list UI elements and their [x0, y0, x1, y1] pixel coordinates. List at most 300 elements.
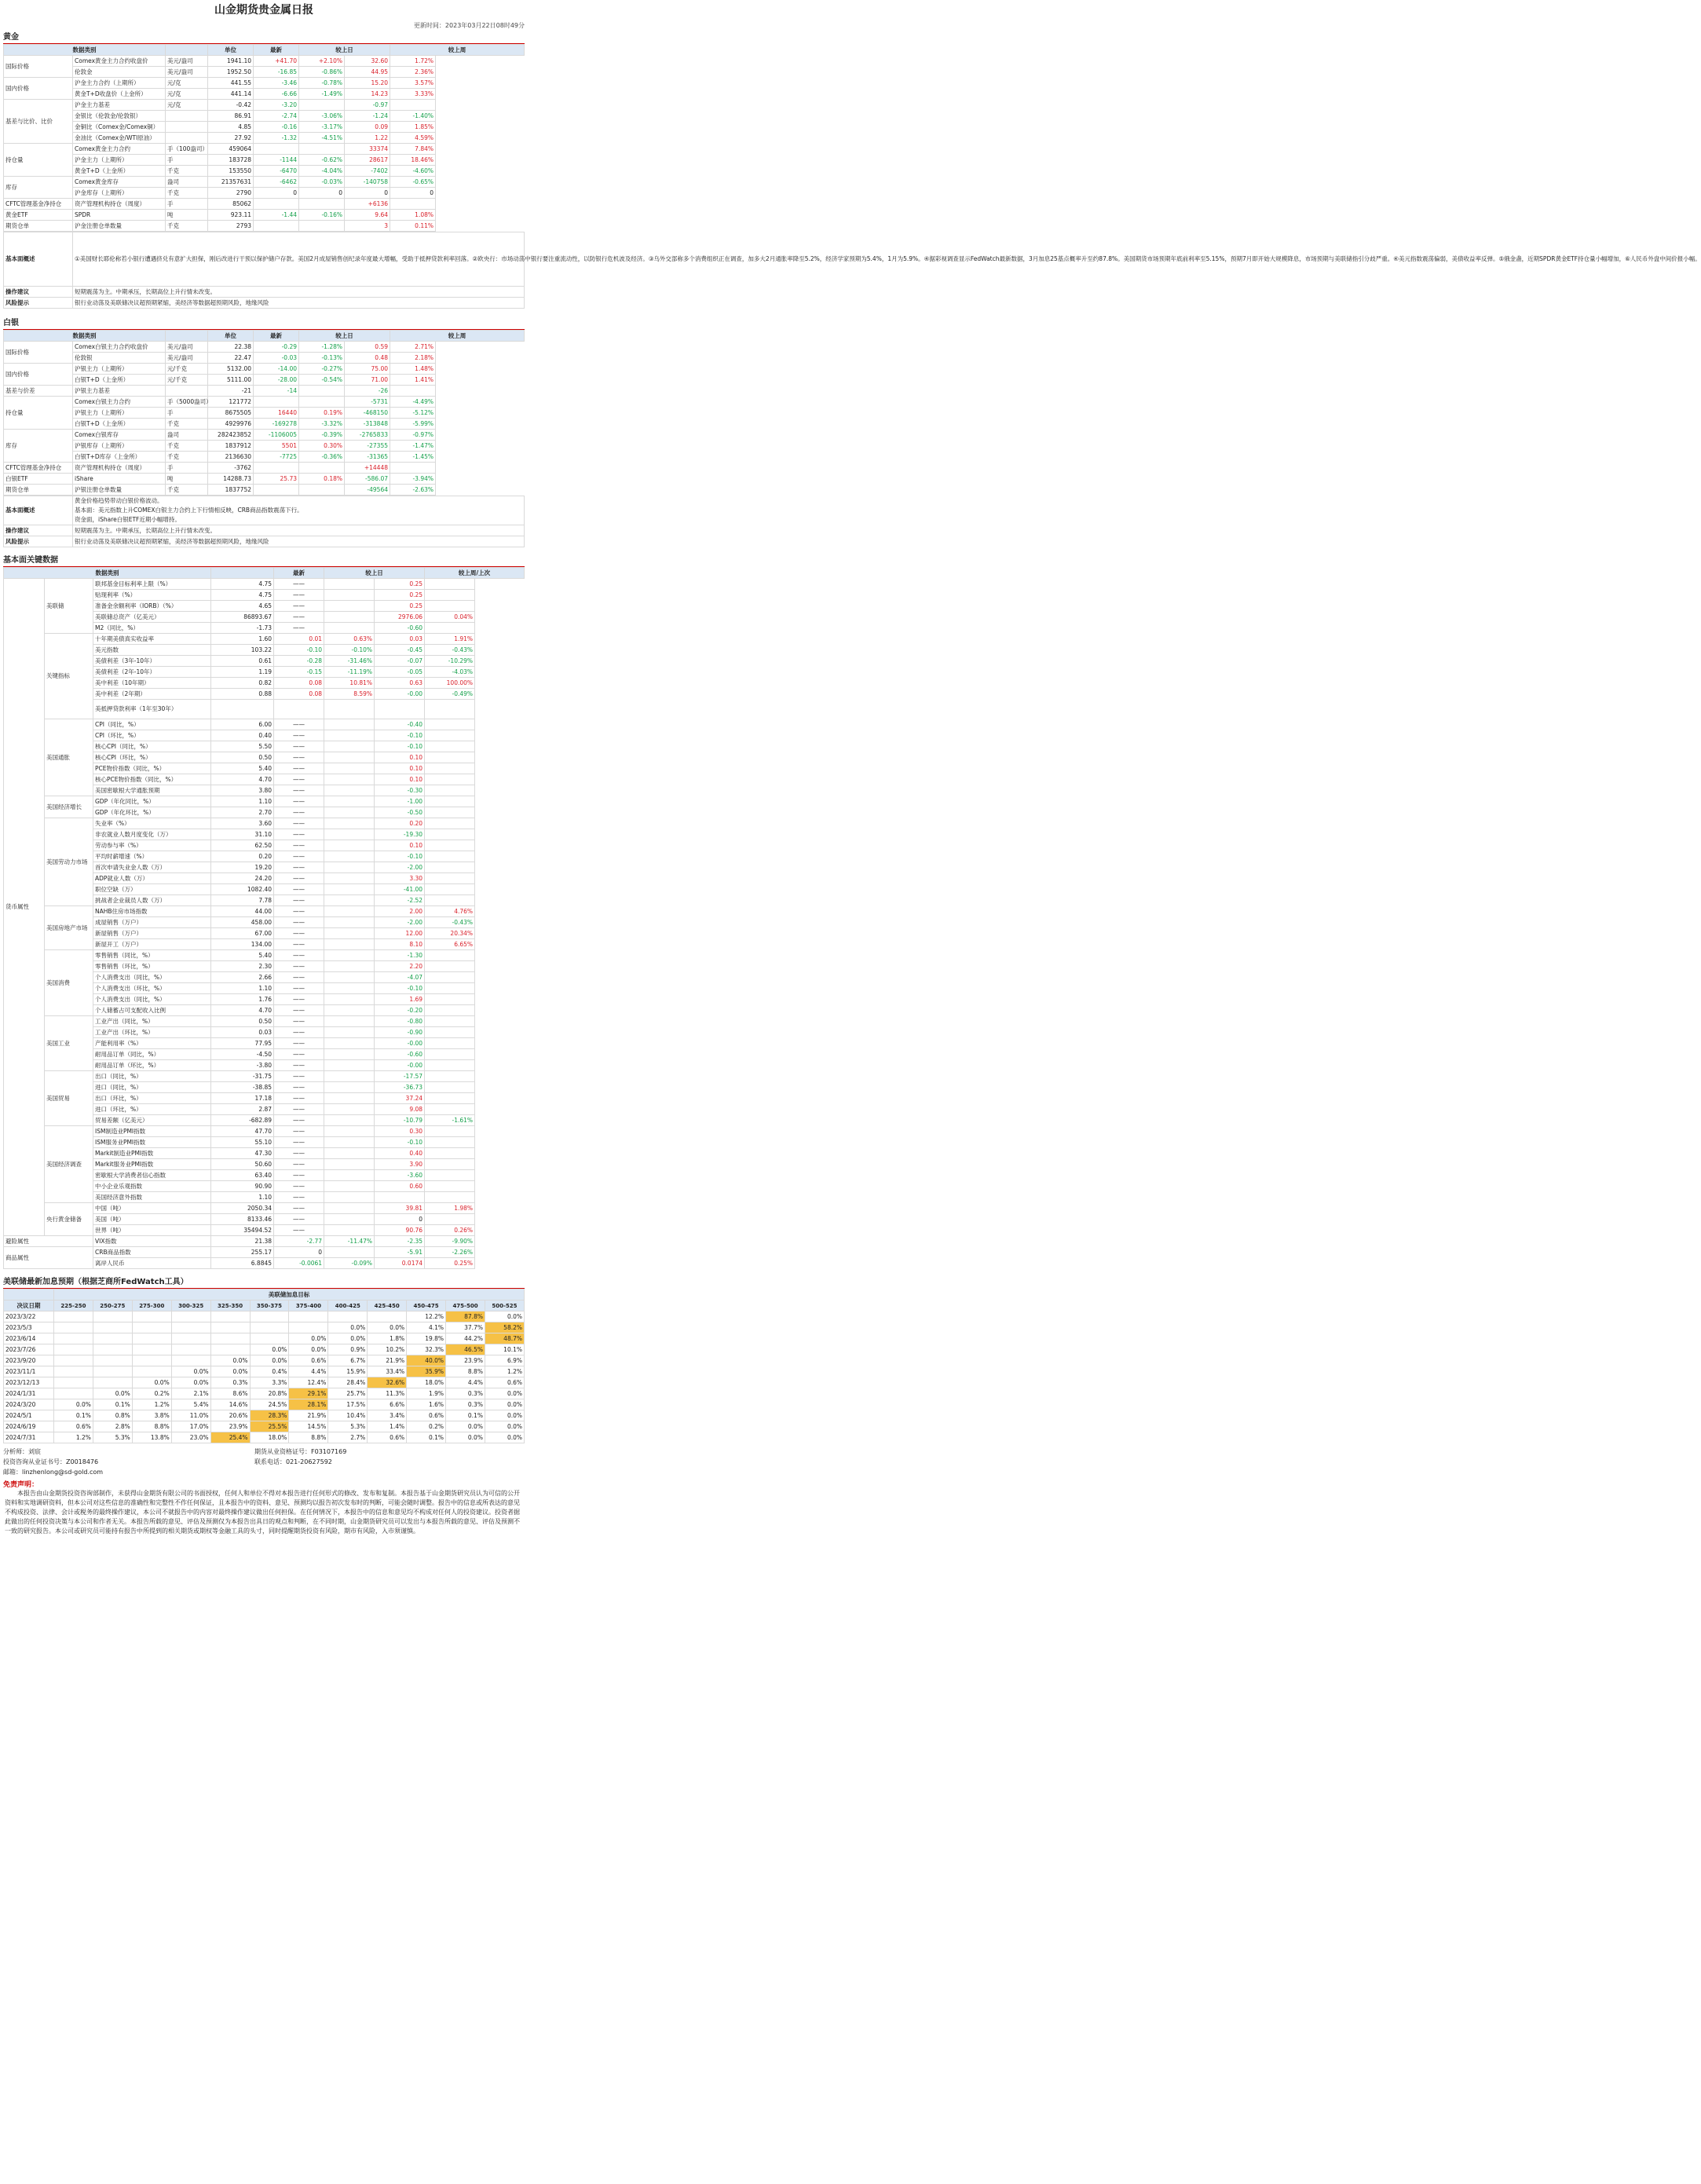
row-item: 准备金余额利率（IORB）（%）: [93, 601, 211, 612]
row-latest: -3.80: [211, 1060, 274, 1071]
probability-cell: 10.2%: [368, 1344, 407, 1355]
row-item: 金银比（伦敦金/伦敦银）: [73, 111, 166, 122]
rate-band-header: 275-300: [132, 1301, 171, 1311]
group-category: 避险属性: [4, 1236, 93, 1247]
row-day-pct: -0.62%: [299, 155, 345, 166]
row-week-change: 0.60: [375, 1181, 425, 1192]
row-category: 期货仓单: [4, 221, 73, 232]
row-day-change: [254, 463, 299, 474]
row-day-change: ——: [274, 1181, 324, 1192]
row-latest: 8675505: [208, 408, 254, 419]
row-unit: [166, 122, 208, 133]
row-week-change: 0.03: [375, 634, 425, 645]
row-item: 产能利用率（%）: [93, 1038, 211, 1049]
row-day-pct: [324, 906, 375, 917]
row-day-change: -1106005: [254, 430, 299, 441]
row-day-pct: [324, 1005, 375, 1016]
table-row: [4, 463, 525, 474]
probability-cell: 15.9%: [328, 1366, 368, 1377]
table-row: [4, 818, 525, 829]
table-row: [4, 1355, 525, 1366]
meeting-date: 2024/6/19: [4, 1421, 54, 1432]
row-latest: 31.10: [211, 829, 274, 840]
table-row: [4, 474, 525, 485]
gold-strategy-label: 操作建议: [4, 287, 73, 298]
row-item: 核心CPI（同比，%）: [93, 741, 211, 752]
meeting-date: 2024/5/1: [4, 1410, 54, 1421]
row-day-pct: -1.28%: [299, 342, 345, 353]
row-week-pct: 2.36%: [390, 67, 436, 78]
rate-band-header: 325-350: [210, 1301, 250, 1311]
row-latest: 27.92: [208, 133, 254, 144]
row-week-change: 0.10: [375, 774, 425, 785]
row-day-change: ——: [274, 917, 324, 928]
row-week-pct: [425, 730, 475, 741]
probability-cell: 25.7%: [328, 1388, 368, 1399]
row-day-pct: [324, 1203, 375, 1214]
probability-cell: [328, 1311, 368, 1322]
row-day-pct: 0.19%: [299, 408, 345, 419]
row-unit: 盎司: [166, 430, 208, 441]
row-latest: 2.66: [211, 972, 274, 983]
row-item: 耐用品订单（环比，%）: [93, 1060, 211, 1071]
probability-cell: 10.4%: [328, 1410, 368, 1421]
row-day-change: 25.73: [254, 474, 299, 485]
row-day-change: ——: [274, 752, 324, 763]
row-week-pct: [425, 579, 475, 590]
row-item: 工业产出（同比，%）: [93, 1016, 211, 1027]
probability-cell: 28.1%: [289, 1399, 328, 1410]
row-day-change: -16.85: [254, 67, 299, 78]
row-week-pct: 6.65%: [425, 939, 475, 950]
row-item: 沪银主力基差: [73, 386, 166, 397]
table-row: [4, 199, 525, 210]
column-header: 数据类别: [4, 568, 211, 579]
table-row: [4, 1344, 525, 1355]
row-week-change: 8.10: [375, 939, 425, 950]
row-day-pct: -0.54%: [299, 375, 345, 386]
row-week-pct: -1.45%: [390, 452, 436, 463]
row-unit: 吨: [166, 474, 208, 485]
row-latest: 63.40: [211, 1170, 274, 1181]
row-day-pct: -0.03%: [299, 177, 345, 188]
row-week-change: -0.40: [375, 719, 425, 730]
row-category: 持仓量: [4, 397, 73, 430]
row-day-change: ——: [274, 730, 324, 741]
table-row: [4, 419, 525, 430]
sub-category: 美国房地产市场: [45, 906, 93, 950]
analyst-name: 分析师：刘宸: [3, 1448, 41, 1455]
row-week-change: -0.05: [375, 667, 425, 678]
row-week-change: -0.00: [375, 689, 425, 700]
probability-cell: [54, 1355, 93, 1366]
row-item: 沪金库存（上期所）: [73, 188, 166, 199]
row-week-change: -49564: [345, 485, 390, 496]
probability-cell: 32.6%: [368, 1377, 407, 1388]
row-latest: 134.00: [211, 939, 274, 950]
row-latest: 50.60: [211, 1159, 274, 1170]
row-item: SPDR: [73, 210, 166, 221]
row-week-change: -0.45: [375, 645, 425, 656]
row-day-pct: [324, 730, 375, 741]
update-time: 更新时间：2023年03月22日08时49分: [413, 22, 525, 29]
row-item: Comex白银库存: [73, 430, 166, 441]
row-week-pct: [425, 1181, 475, 1192]
row-week-pct: 0.04%: [425, 612, 475, 623]
row-day-change: 0: [254, 188, 299, 199]
row-week-change: -41.00: [375, 884, 425, 895]
row-week-pct: 2.18%: [390, 353, 436, 364]
row-day-change: [274, 700, 324, 719]
row-latest: 2136630: [208, 452, 254, 463]
footer: [3, 1447, 525, 1477]
row-day-pct: [324, 928, 375, 939]
row-week-pct: [425, 1060, 475, 1071]
probability-cell: 5.4%: [171, 1399, 210, 1410]
row-day-change: -28.00: [254, 375, 299, 386]
row-latest: 21.38: [211, 1236, 274, 1247]
row-unit: 手: [166, 199, 208, 210]
row-latest: 458.00: [211, 917, 274, 928]
row-day-change: ——: [274, 1093, 324, 1104]
row-day-change: ——: [274, 895, 324, 906]
rate-band-header: 250-275: [93, 1301, 132, 1311]
row-latest: 0.50: [211, 1016, 274, 1027]
row-latest: 121772: [208, 397, 254, 408]
row-week-change: -0.60: [375, 1049, 425, 1060]
silver-basic-label: 基本面概述: [4, 496, 73, 525]
row-week-pct: 4.59%: [390, 133, 436, 144]
rate-band-header: 500-525: [485, 1301, 524, 1311]
probability-cell: 58.2%: [485, 1322, 524, 1333]
row-day-pct: [324, 590, 375, 601]
row-latest: 1.19: [211, 667, 274, 678]
rate-band-header: 475-500: [446, 1301, 485, 1311]
probability-cell: 21.9%: [368, 1355, 407, 1366]
probability-cell: 23.9%: [446, 1355, 485, 1366]
row-category: CFTC管理基金净持仓: [4, 199, 73, 210]
row-week-change: 0.09: [345, 122, 390, 133]
row-week-change: 0.25: [375, 579, 425, 590]
sub-category: 央行黄金储备: [45, 1203, 93, 1236]
row-week-change: -0.50: [375, 807, 425, 818]
row-week-change: -5.91: [375, 1247, 425, 1258]
row-day-change: ——: [274, 928, 324, 939]
row-category: 期货仓单: [4, 485, 73, 496]
row-item: 联邦基金目标利率上限（%）: [93, 579, 211, 590]
row-day-change: ——: [274, 851, 324, 862]
row-week-pct: [425, 829, 475, 840]
row-week-change: -0.97: [345, 100, 390, 111]
probability-cell: 13.8%: [132, 1432, 171, 1443]
table-header: [4, 1301, 525, 1311]
row-latest: 1.10: [211, 1192, 274, 1203]
group-category: 商品属性: [4, 1247, 93, 1269]
row-day-pct: [324, 796, 375, 807]
row-week-change: -586.07: [345, 474, 390, 485]
column-header: 最新: [254, 45, 299, 56]
gold-table: [3, 44, 525, 232]
row-latest: -682.89: [211, 1115, 274, 1126]
row-latest: 47.70: [211, 1126, 274, 1137]
column-header: 较上日: [324, 568, 425, 579]
row-week-pct: [390, 100, 436, 111]
probability-cell: [132, 1322, 171, 1333]
row-week-pct: [425, 601, 475, 612]
probability-cell: [210, 1344, 250, 1355]
row-week-change: -2765833: [345, 430, 390, 441]
probability-cell: [93, 1377, 132, 1388]
row-item: 个人消费支出（环比，%）: [93, 983, 211, 994]
row-week-pct: -4.03%: [425, 667, 475, 678]
row-item: 沪金主力（上期所）: [73, 155, 166, 166]
row-day-change: -14: [254, 386, 299, 397]
row-latest: 0.82: [211, 678, 274, 689]
row-day-change: ——: [274, 1115, 324, 1126]
row-category: 国内价格: [4, 364, 73, 386]
silver-table: [3, 330, 525, 496]
row-item: 金铜比（Comex金/Comex铜）: [73, 122, 166, 133]
probability-cell: 0.2%: [132, 1388, 171, 1399]
row-week-pct: [425, 700, 475, 719]
row-item: 首次申请失业金人数（万）: [93, 862, 211, 873]
probability-cell: 32.3%: [407, 1344, 446, 1355]
silver-section-title: 白银: [3, 318, 525, 330]
row-latest: 90.90: [211, 1181, 274, 1192]
row-latest: 923.11: [208, 210, 254, 221]
row-week-pct: [425, 719, 475, 730]
row-item: 成屋销售（万户）: [93, 917, 211, 928]
row-latest: -4.50: [211, 1049, 274, 1060]
row-item: PCE物价指数（同比，%）: [93, 763, 211, 774]
row-latest: 2.87: [211, 1104, 274, 1115]
row-week-pct: [425, 1005, 475, 1016]
row-week-pct: [425, 807, 475, 818]
row-item: 个人消费支出（同比，%）: [93, 994, 211, 1005]
row-week-change: -0.10: [375, 741, 425, 752]
row-day-change: ——: [274, 612, 324, 623]
table-row: [4, 1016, 525, 1027]
row-unit: 元/克: [166, 89, 208, 100]
row-week-change: -1.30: [375, 950, 425, 961]
fedwatch-table: [3, 1289, 525, 1443]
row-week-pct: -9.90%: [425, 1236, 475, 1247]
row-week-change: 2.20: [375, 961, 425, 972]
row-item: GDP（年化环比，%）: [93, 807, 211, 818]
row-latest: 4.75: [211, 590, 274, 601]
row-item: CRB商品指数: [93, 1247, 211, 1258]
row-latest: -21: [208, 386, 254, 397]
row-day-pct: [324, 763, 375, 774]
table-row: [4, 579, 525, 590]
row-item: 劳动参与率（%）: [93, 840, 211, 851]
row-day-change: +41.70: [254, 56, 299, 67]
row-day-change: ——: [274, 1038, 324, 1049]
table-row: [4, 353, 525, 364]
row-latest: 0.20: [211, 851, 274, 862]
row-category: CFTC管理基金净持仓: [4, 463, 73, 474]
table-header: [4, 45, 525, 56]
probability-cell: 8.8%: [132, 1421, 171, 1432]
row-day-change: -0.03: [254, 353, 299, 364]
row-latest: 2.70: [211, 807, 274, 818]
probability-cell: 0.6%: [289, 1355, 328, 1366]
disclaimer-text: 本报告由山金期货投资咨询部制作，未获得山金期货有限公司的书面授权，任何人和单位不得对本报告进行任何形式的修改、发布和复制。本报告基于山金期货研究员认为可信的公开资料和实地调研资料，但本公司对这些信息的准确性和完整性不作任何保证，且本报告中的资料、意见、预测均以报告初次发布时的判断，可能会随时调整。报告中的信息或所表达的意见不构成投资、法律、会计或税务的最终操作建议，本公司不就报告中的内容对最终操作建议做出任何担保。在任何情况下，本报告中的信息和意见均不构成对任何人的投资建议。投资者据此做出的任何投资决策与本公司和作者无关。本报告所载的意见、评估及预测仅为本报告出具日的观点和判断，在不同时期，山金期货研究员可以发出与本报告所载的意见、评估及预测不一致的研究报告。本公司或研究员可能持有报告中所提到的相关期货或期权等金融工具的头寸，同时提醒期货投资有风险，期市有风险，入市须谨慎。: [5, 1490, 520, 1535]
row-latest: 282423852: [208, 430, 254, 441]
row-latest: 255.17: [211, 1247, 274, 1258]
row-item: Comex白银主力合约: [73, 397, 166, 408]
row-latest: 2790: [208, 188, 254, 199]
row-week-change: -140758: [345, 177, 390, 188]
rate-band-header: 375-400: [289, 1301, 328, 1311]
row-week-change: 90.76: [375, 1225, 425, 1236]
row-latest: 86893.67: [211, 612, 274, 623]
row-week-pct: 2.71%: [390, 342, 436, 353]
super-header: 美联储加息目标: [54, 1290, 525, 1301]
email-link[interactable]: 邮箱：linzhenlong@sd-gold.com: [3, 1469, 104, 1476]
probability-cell: 4.4%: [446, 1377, 485, 1388]
column-header: 单位: [208, 45, 254, 56]
table-row: [4, 342, 525, 353]
row-week-change: 2976.06: [375, 612, 425, 623]
probability-cell: 23.0%: [171, 1432, 210, 1443]
row-latest: 5.40: [211, 950, 274, 961]
row-day-pct: -4.04%: [299, 166, 345, 177]
row-week-change: 71.00: [345, 375, 390, 386]
row-latest: 6.00: [211, 719, 274, 730]
probability-cell: 18.0%: [250, 1432, 289, 1443]
silver-basic-text: 黄金价格趋势带动白银价格波动。 基本面：美元指数上升COMEX白银主力合约上下行情相反映，CRB商品指数震荡下行。 资金面，iShare白银ETF近期小幅增持。: [73, 496, 525, 525]
probability-cell: 0.0%: [485, 1388, 524, 1399]
row-week-pct: [390, 463, 436, 474]
row-day-change: ——: [274, 741, 324, 752]
row-latest: 1.76: [211, 994, 274, 1005]
row-day-change: ——: [274, 763, 324, 774]
row-latest: 86.91: [208, 111, 254, 122]
table-row: [4, 210, 525, 221]
row-week-pct: -1.47%: [390, 441, 436, 452]
meeting-date: 2023/5/3: [4, 1322, 54, 1333]
row-week-pct: -4.49%: [390, 397, 436, 408]
row-week-change: 0.25: [375, 601, 425, 612]
row-week-change: -0.10: [375, 851, 425, 862]
meeting-date: 2023/9/20: [4, 1355, 54, 1366]
column-header: 较上日: [299, 331, 390, 342]
row-unit: [166, 386, 208, 397]
row-category: 基差与比价、比价: [4, 100, 73, 144]
row-item: CPI（环比，%）: [93, 730, 211, 741]
row-category: 国际价格: [4, 56, 73, 78]
row-latest: 77.95: [211, 1038, 274, 1049]
row-week-pct: -4.60%: [390, 166, 436, 177]
row-week-pct: -3.94%: [390, 474, 436, 485]
row-week-change: -3.60: [375, 1170, 425, 1181]
row-day-change: -169278: [254, 419, 299, 430]
row-week-change: 44.95: [345, 67, 390, 78]
probability-cell: 8.8%: [289, 1432, 328, 1443]
probability-cell: [132, 1333, 171, 1344]
row-week-change: 12.00: [375, 928, 425, 939]
row-day-pct: 0.18%: [299, 474, 345, 485]
row-latest: 44.00: [211, 906, 274, 917]
probability-cell: 0.0%: [250, 1344, 289, 1355]
row-category: 黄金ETF: [4, 210, 73, 221]
row-unit: 手: [166, 155, 208, 166]
probability-cell: [171, 1355, 210, 1366]
probability-cell: 20.8%: [250, 1388, 289, 1399]
row-day-change: ——: [274, 1148, 324, 1159]
row-day-change: -0.29: [254, 342, 299, 353]
row-week-pct: 4.76%: [425, 906, 475, 917]
row-week-change: 33374: [345, 144, 390, 155]
probability-cell: 17.5%: [328, 1399, 368, 1410]
row-week-pct: 18.46%: [390, 155, 436, 166]
row-item: 零售销售（同比，%）: [93, 950, 211, 961]
sub-category: 关键指标: [45, 634, 93, 719]
row-latest: 14288.73: [208, 474, 254, 485]
row-unit: 手: [166, 463, 208, 474]
row-category: 国际价格: [4, 342, 73, 364]
fedwatch-section-title: 美联储最新加息预期（根据芝商所FedWatch工具）: [3, 1277, 525, 1289]
row-week-change: -0.00: [375, 1060, 425, 1071]
row-week-pct: -0.43%: [425, 917, 475, 928]
row-week-pct: 0.25%: [425, 1258, 475, 1269]
row-item: 金油比（Comex金/WTI原油）: [73, 133, 166, 144]
row-day-pct: [299, 221, 345, 232]
row-day-pct: [324, 774, 375, 785]
row-week-pct: [425, 1049, 475, 1060]
row-item: 个人消费支出（同比，%）: [93, 972, 211, 983]
row-week-change: -31365: [345, 452, 390, 463]
table-row: [4, 408, 525, 419]
group-category: 货币属性: [4, 579, 45, 1236]
row-day-change: ——: [274, 862, 324, 873]
probability-cell: 8.6%: [210, 1388, 250, 1399]
table-row: [4, 100, 525, 111]
probability-cell: 3.4%: [368, 1410, 407, 1421]
row-item: Markit服务业PMI指数: [93, 1159, 211, 1170]
row-latest: 4.75: [211, 579, 274, 590]
probability-cell: 35.9%: [407, 1366, 446, 1377]
row-day-pct: [324, 1093, 375, 1104]
row-week-pct: [425, 1082, 475, 1093]
table-row: [4, 634, 525, 645]
gold-basic-text: ①美国财长耶伦称若小银行遭遇挤兑有意扩大担保，刚后改进行干预以保护储户存款。美国2月成屋销售创纪录年度最大增幅，受助于抵押贷款利率回落。②欧央行：市场动荡中银行要注重流动性，以防银行危机波及经济。③乌外交部称多个消费组织正在调查，加多大2月通胀率降至5.2%，经济学家预期为5.4%，1月为5.9%。④据彩视调查显示FedWatch最新数据，3月加息25基点概率升至约87.8%。美国期货市场预期年底前利率至5.15%，预期7月即开始大规模降息，市场预期与美联储指引分歧严重。④美元指数震荡偏弱，美债收益率反弹。⑤俄金盏，近期SPDR黄金ETF持仓量小幅增加，⑥人民币外盘中间价报小幅。: [73, 232, 525, 287]
table-row: [4, 452, 525, 463]
row-week-pct: [425, 774, 475, 785]
row-week-change: 0.0174: [375, 1258, 425, 1269]
row-latest: 22.38: [208, 342, 254, 353]
row-week-change: 0.30: [375, 1126, 425, 1137]
row-week-change: -4.07: [375, 972, 425, 983]
probability-cell: 4.1%: [407, 1322, 446, 1333]
row-week-pct: -5.12%: [390, 408, 436, 419]
row-latest: 4.65: [211, 601, 274, 612]
row-day-change: -0.10: [274, 645, 324, 656]
row-item: 进口（环比，%）: [93, 1104, 211, 1115]
row-day-pct: [324, 862, 375, 873]
probability-cell: 0.6%: [485, 1377, 524, 1388]
row-day-change: ——: [274, 719, 324, 730]
row-latest: 4929976: [208, 419, 254, 430]
table-row: [4, 122, 525, 133]
row-day-pct: 0.63%: [324, 634, 375, 645]
row-day-change: [254, 485, 299, 496]
row-week-change: [375, 1192, 425, 1203]
analyst-cert: 期货从业资格证号：F03107169: [254, 1448, 347, 1455]
macro-table: [3, 567, 525, 1269]
table-row: [4, 1410, 525, 1421]
